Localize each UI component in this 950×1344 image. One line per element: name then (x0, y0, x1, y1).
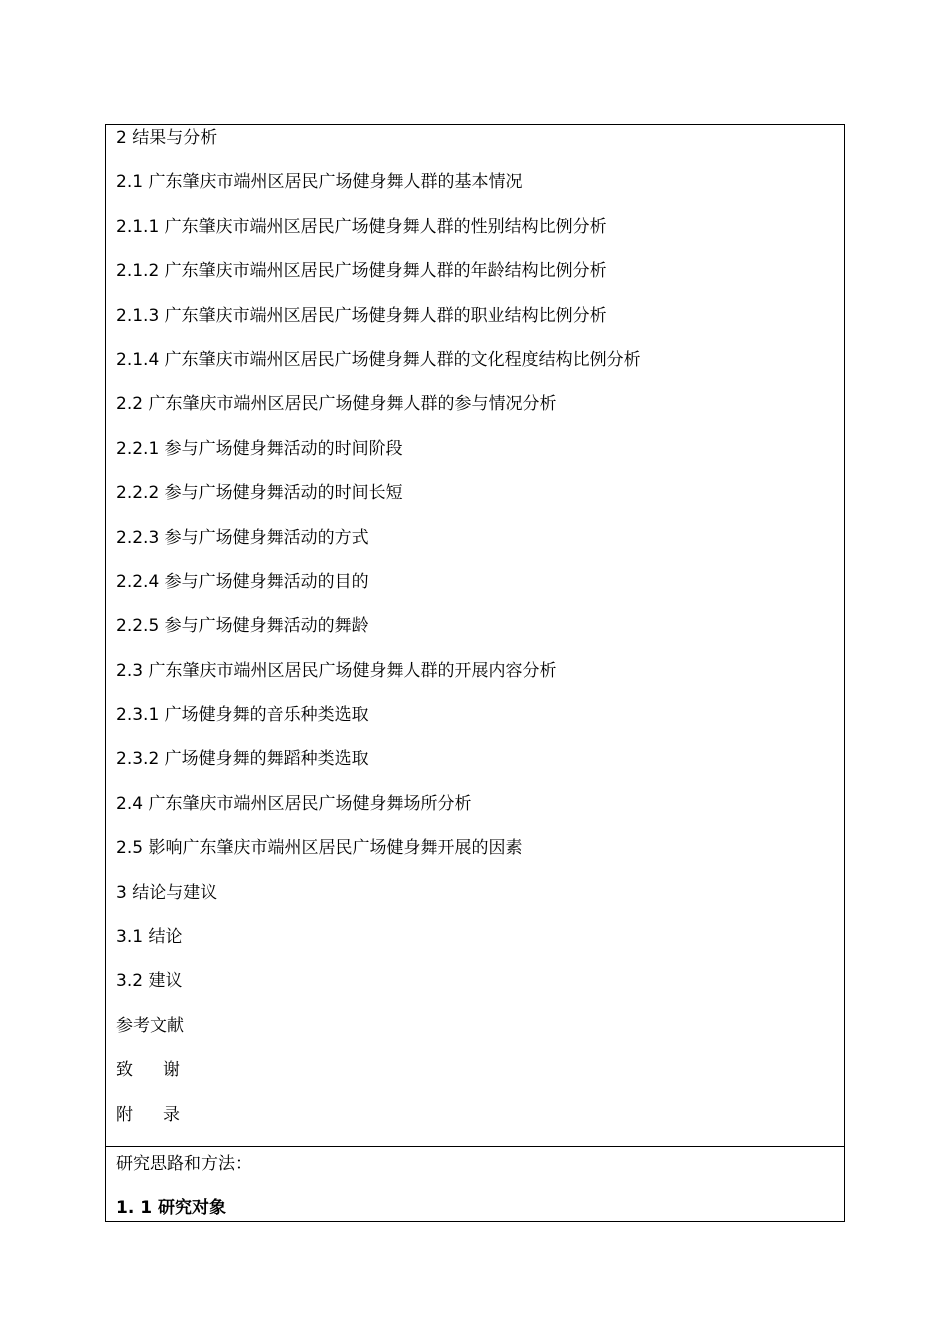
toc-line: 2.1 广东肇庆市端州区居民广场健身舞人群的基本情况 (116, 172, 523, 193)
document-table (105, 124, 845, 1222)
toc-line: 2 结果与分析 (116, 128, 218, 148)
toc-cell (106, 125, 844, 1147)
toc-line: 3.1 结论 (116, 927, 183, 948)
toc-line: 3 结论与建议 (116, 882, 218, 903)
toc-line: 3.2 建议 (116, 971, 183, 992)
toc-line: 2.2.2 参与广场健身舞活动的时间长短 (116, 483, 403, 504)
toc-line-appendix (116, 1102, 834, 1146)
toc-line: 2.2 广东肇庆市端州区居民广场健身舞人群的参与情况分析 (116, 394, 557, 415)
toc-line: 2.2.5 参与广场健身舞活动的舞龄 (116, 616, 369, 637)
toc-line: 2.2.4 参与广场健身舞活动的目的 (116, 571, 369, 592)
toc-line: 2.3.1 广场健身舞的音乐种类选取 (116, 705, 369, 726)
toc-line: 2.2.1 参与广场健身舞活动的时间阶段 (116, 438, 403, 459)
toc-line: 2.3.2 广场健身舞的舞蹈种类选取 (116, 749, 369, 770)
appendix-char-1: 附 (116, 1104, 133, 1125)
toc-line: 2.1.4 广东肇庆市端州区居民广场健身舞人群的文化程度结构比例分析 (116, 349, 641, 370)
ack-char-1: 致 (116, 1060, 133, 1081)
method-cell (106, 1147, 844, 1221)
toc-line: 2.5 影响广东肇庆市端州区居民广场健身舞开展的因素 (116, 838, 523, 859)
toc-line: 2.4 广东肇庆市端州区居民广场健身舞场所分析 (116, 793, 472, 814)
method-title: 研究思路和方法： (116, 1154, 252, 1174)
toc-line: 2.1.2 广东肇庆市端州区居民广场健身舞人群的年龄结构比例分析 (116, 261, 607, 282)
toc-line: 2.1.1 广东肇庆市端州区居民广场健身舞人群的性别结构比例分析 (116, 216, 607, 237)
toc-line: 2.2.3 参与广场健身舞活动的方式 (116, 527, 369, 548)
toc-line: 2.3 广东肇庆市端州区居民广场健身舞人群的开展内容分析 (116, 660, 557, 681)
toc-line: 参考文献 (116, 1015, 184, 1036)
appendix-char-2: 录 (163, 1104, 180, 1125)
toc-line: 2.1.3 广东肇庆市端州区居民广场健身舞人群的职业结构比例分析 (116, 305, 607, 326)
toc-line-acknowledgements (116, 1057, 834, 1101)
method-subheading: 1. 1 研究对象 (116, 1198, 226, 1218)
ack-char-2: 谢 (163, 1060, 180, 1081)
